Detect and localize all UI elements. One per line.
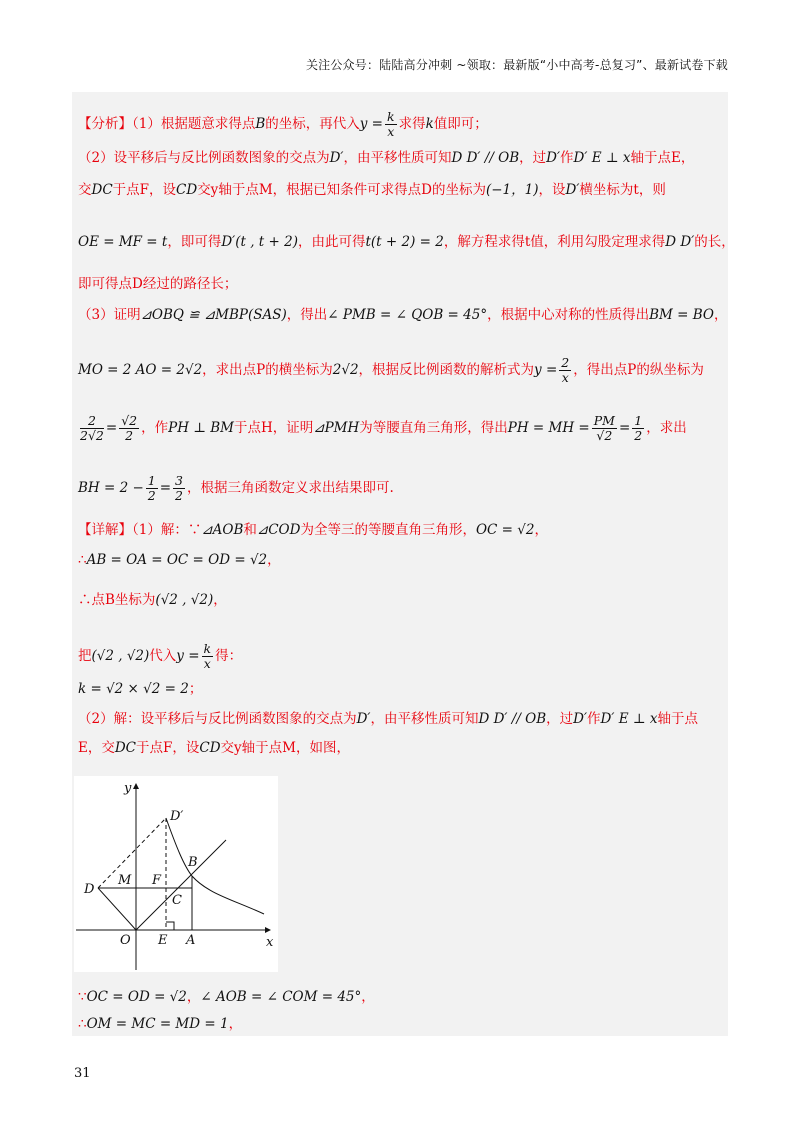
analysis-line-8 [78, 414, 687, 443]
text: ，由此可得 [297, 234, 366, 250]
solution-line-4 [78, 642, 242, 671]
math: ∠ AOB = ∠ COM = 45° [200, 989, 362, 1005]
solution-line-9 [78, 1018, 242, 1032]
solution-line-7 [78, 742, 350, 756]
text: （2）解：设平移后与反比例函数图象的交点为 [78, 711, 357, 727]
fraction: $\frac{3}{2}$ [175, 473, 183, 503]
text: ∴ [78, 552, 87, 568]
text: （2）设平移后与反比例函数图象的交点为 [78, 150, 330, 166]
text: ，即可得 [167, 234, 222, 250]
geometry-figure-svg [74, 776, 278, 972]
text: ，根据中心对称的性质得出 [487, 307, 650, 323]
text: （3）证明 [78, 307, 141, 323]
text: 交 [78, 182, 92, 198]
math: y = [534, 362, 558, 379]
text: 的坐标，再代入 [265, 116, 360, 133]
text: 求得 [398, 116, 426, 133]
analysis-line-5: 即可得点D经过的路径长； [78, 276, 238, 292]
fraction: $\frac{2}{2√2}$ [80, 413, 104, 443]
text: （1）解：∵ [132, 522, 202, 538]
text: ，过 [519, 150, 547, 166]
math: D D′ [665, 234, 695, 250]
line-ob [136, 840, 226, 930]
analysis-line-9 [78, 474, 394, 503]
math: B [255, 116, 266, 133]
analysis-line-2 [78, 152, 694, 166]
math: ⊿AOB [201, 522, 244, 538]
text: ，作 [141, 420, 169, 437]
label-e: E [158, 933, 168, 948]
analysis-tag: 【分析】 [78, 116, 132, 133]
text: ， [267, 552, 281, 568]
text: （1）根据题意求得点 [132, 116, 256, 133]
text: 交y轴于点M，根据已知条件可求得点D的坐标为 [197, 182, 486, 198]
label-d-prime: D′ [170, 809, 184, 824]
math: BM = BO [649, 307, 714, 323]
math: D D′ // OB [451, 150, 520, 166]
math: D′ [356, 711, 371, 727]
text: ∴ [78, 1016, 87, 1032]
math: D′ E ⊥ x [573, 150, 631, 166]
label-f: F [152, 873, 162, 888]
text: ，设 [538, 182, 566, 198]
analysis-line-4 [78, 236, 735, 250]
analysis-line-7 [78, 356, 704, 385]
text: 代入 [149, 648, 177, 665]
fraction: $\frac{PM}{√2}$ [593, 413, 615, 443]
text: ，得出 [286, 307, 328, 323]
text: ； [188, 681, 203, 697]
text: ， [534, 522, 548, 538]
text: 横坐标为t，则 [579, 182, 666, 198]
math: (√2 , √2) [155, 592, 214, 608]
text: ， [228, 1016, 243, 1032]
text: E，交 [78, 740, 115, 756]
text: ，根据三角函数定义求出结果即可. [187, 480, 394, 497]
math: (−1，1) [485, 182, 539, 198]
math: t(t + 2) = 2 [365, 234, 444, 250]
text: 得： [215, 648, 243, 665]
label-o: O [120, 933, 131, 948]
math: = [159, 480, 172, 497]
text: ，由平移性质可知 [343, 150, 452, 166]
text: ，过 [546, 711, 574, 727]
analysis-line-1 [78, 110, 488, 139]
solution-line-6 [78, 713, 698, 727]
text: ， [186, 989, 201, 1005]
math: DC [91, 182, 113, 198]
math: AB = OA = OC = OD = √2 [86, 552, 268, 568]
text: ，根据反比例函数的解析式为 [358, 362, 535, 379]
text: 值即可； [433, 116, 488, 133]
text: ， [213, 592, 227, 608]
fraction: $\frac{1}{2}$ [634, 413, 643, 443]
text: ∵ [78, 989, 87, 1005]
label-d: D [84, 882, 95, 897]
math: D D′ // OB [478, 711, 547, 727]
math: k [425, 116, 434, 133]
text: 作 [587, 711, 601, 727]
fraction: $\frac{k}{x}$ [203, 641, 212, 671]
math: OC = OD = √2 [86, 989, 187, 1005]
page-header: 关注公众号：陆陆高分冲刺 ~领取：最新版“小中高考-总复习”、最新试卷下载 [305, 58, 728, 72]
fraction: $\frac{√2}{2}$ [121, 413, 138, 443]
math: = [105, 420, 118, 437]
solution-line-5 [78, 683, 202, 697]
math: ⊿COD [256, 522, 301, 538]
math: MO = 2 AO = 2√2 [78, 362, 203, 379]
text: ， [713, 307, 728, 323]
segment-do [98, 888, 136, 930]
solution-line-8 [78, 991, 375, 1005]
text: 和 [243, 522, 257, 538]
math: (√2 , √2) [91, 648, 150, 665]
math: k = √2 × √2 = 2 [78, 681, 189, 697]
math: OC = √2 [475, 522, 535, 538]
math: D′ E ⊥ x [600, 711, 658, 727]
text: ，得出点P的纵坐标为 [573, 362, 704, 379]
math: OE = MF = t [78, 234, 168, 250]
text: ，求出点P的横坐标为 [202, 362, 333, 379]
math: CD [199, 740, 221, 756]
math: D′(t , t + 2) [221, 234, 298, 250]
math: PH ⊥ BM [168, 420, 234, 437]
text: 交y轴于点M，如图， [220, 740, 350, 756]
label-m: M [118, 873, 132, 888]
math: BH = 2 − [78, 480, 144, 497]
math: D′ [565, 182, 580, 198]
label-y: y [124, 781, 132, 796]
label-c: C [172, 893, 182, 908]
math: = [618, 420, 631, 437]
fraction: $\frac{2}{x}$ [561, 355, 570, 385]
right-angle-mark [166, 922, 174, 930]
math: y = [359, 116, 383, 133]
solution-line-3 [78, 594, 227, 608]
analysis-line-6 [78, 309, 727, 323]
label-a: A [186, 933, 196, 948]
text: ， [361, 989, 375, 1005]
fraction: $\frac{k}{x}$ [387, 109, 395, 139]
text: 轴于点 [657, 711, 698, 727]
text: 作 [560, 150, 574, 166]
text: ，由平移性质可知 [370, 711, 479, 727]
text: ∴点B坐标为 [78, 592, 156, 608]
text: 于点F，设 [112, 182, 177, 198]
math: ⊿OBQ ≌ ⊿MBP(SAS) [140, 307, 287, 323]
math: OM = MC = MD = 1 [86, 1016, 229, 1032]
math: PH = MH = [507, 420, 590, 437]
math: 2√2 [332, 362, 359, 379]
label-x: x [266, 935, 274, 950]
text: ，求出 [646, 420, 687, 437]
math: CD [176, 182, 198, 198]
math: D′ [546, 150, 561, 166]
fraction: $\frac{1}{2}$ [147, 473, 156, 503]
math: y = [176, 648, 200, 665]
solution-tag: 【详解】 [78, 522, 132, 538]
solution-line-1 [78, 524, 548, 538]
text: 轴于点E， [630, 150, 695, 166]
text: ，解方程求得t值，利用勾股定理求得 [443, 234, 666, 250]
analysis-line-3 [78, 184, 666, 198]
text: 的长， [694, 234, 735, 250]
math: DC [114, 740, 137, 756]
text: 于点F，设 [136, 740, 200, 756]
geometry-figure [74, 776, 278, 972]
label-b: B [188, 855, 198, 870]
math: D′ [573, 711, 588, 727]
text: 为全等三的等腰直角三角形， [300, 522, 476, 538]
page-number: 31 [74, 1066, 91, 1081]
solution-line-2 [78, 554, 281, 568]
text: 于点H，证明 [234, 420, 314, 437]
math: D′ [329, 150, 344, 166]
math: ⊿PMH [313, 420, 360, 437]
text: 为等腰直角三角形，得出 [359, 420, 508, 437]
math: ∠ PMB = ∠ QOB = 45° [327, 307, 488, 323]
text: 把 [78, 648, 92, 665]
